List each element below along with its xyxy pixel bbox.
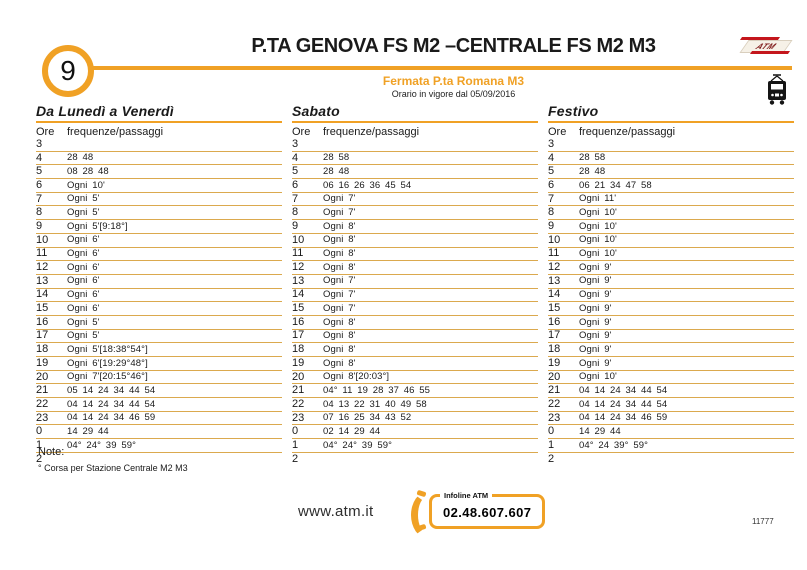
- phone-box: [429, 490, 545, 529]
- frequency-cell: 04° 11 19 28 37 46 55: [323, 384, 430, 396]
- timetable-row: [292, 289, 538, 303]
- frequency-cell: Ogni 6'[19:29°48°]: [67, 357, 148, 369]
- hour-cell: 17: [548, 329, 561, 342]
- timetable-row: [548, 234, 794, 248]
- timetable-row: [292, 193, 538, 207]
- line-number-badge: [42, 45, 94, 97]
- timetable-row: [548, 398, 794, 412]
- timetable-row: [548, 425, 794, 439]
- frequency-cell: Ogni 10': [67, 179, 105, 191]
- hour-cell: 17: [292, 329, 305, 342]
- hour-cell: 9: [292, 219, 299, 232]
- frequency-cell: 02 14 29 44: [323, 426, 381, 438]
- hour-cell: 8: [548, 206, 555, 219]
- hour-cell: 21: [36, 384, 49, 397]
- hour-cell: 10: [548, 233, 561, 246]
- timetable-row: [292, 343, 538, 357]
- hour-cell: 14: [36, 288, 49, 301]
- infoline-phone-number: 02.48.607.607: [443, 504, 532, 520]
- line-number: 9: [60, 55, 76, 86]
- timetable-row: [292, 152, 538, 166]
- timetable-row: [36, 261, 282, 275]
- hour-cell: 16: [36, 315, 49, 328]
- atm-logo: [739, 37, 791, 54]
- header-divider: [90, 66, 792, 70]
- timetable-row: [292, 220, 538, 234]
- frequency-cell: 04 14 24 34 46 59: [579, 412, 668, 424]
- hour-cell: 15: [292, 302, 305, 315]
- hour-cell: 4: [292, 151, 299, 164]
- frequency-cell: 06 16 26 36 45 54: [323, 179, 412, 191]
- frequency-cell: Ogni 9': [579, 330, 612, 342]
- hour-cell: 22: [36, 397, 49, 410]
- hour-cell: 8: [36, 206, 43, 219]
- hour-cell: 6: [548, 178, 555, 191]
- timetable-row: [292, 234, 538, 248]
- timetable-row: [292, 453, 538, 466]
- route-title: P.TA GENOVA FS M2 –CENTRALE FS M2 M3: [251, 35, 656, 57]
- frequency-cell: 05 14 24 34 44 54: [67, 384, 156, 396]
- note-item: ° Corsa per Stazione Centrale M2 M3: [38, 463, 188, 473]
- frequency-cell: Ogni 8': [323, 261, 356, 273]
- timetable-row: [36, 412, 282, 426]
- timetable-row: [548, 357, 794, 371]
- hour-cell: 15: [548, 302, 561, 315]
- timetable-row: [36, 234, 282, 248]
- hour-cell: 17: [36, 329, 49, 342]
- hour-cell: 18: [36, 343, 49, 356]
- hour-cell: 12: [548, 261, 561, 274]
- timetable-row: [548, 316, 794, 330]
- logo-text: ATM: [753, 42, 779, 51]
- sheet-code: 11777: [752, 517, 774, 526]
- timetable-row: [36, 357, 282, 371]
- hour-cell: 5: [548, 165, 555, 178]
- frequency-cell: Ogni 10': [579, 234, 617, 246]
- timetable-row: [548, 302, 794, 316]
- hour-cell: 14: [292, 288, 305, 301]
- timetable-row: [36, 316, 282, 330]
- hours-header: Ore: [292, 126, 311, 138]
- timetable-row: [36, 425, 282, 439]
- timetable-row: [548, 412, 794, 426]
- timetable-row: [548, 371, 794, 385]
- frequency-cell: Ogni 8': [323, 220, 356, 232]
- hour-cell: 22: [548, 397, 561, 410]
- timetable-row: [292, 302, 538, 316]
- frequency-cell: 04° 24° 39 59°: [323, 439, 392, 451]
- timetable-row: [548, 193, 794, 207]
- timetable-row: [292, 179, 538, 193]
- frequency-cell: 04 14 24 34 44 54: [67, 398, 156, 410]
- timetable-body: [548, 138, 794, 466]
- timetable-row: [292, 316, 538, 330]
- hour-cell: 13: [292, 274, 305, 287]
- frequency-cell: 28 48: [67, 152, 94, 164]
- frequency-cell: Ogni 8': [323, 316, 356, 328]
- timetable-row: [36, 398, 282, 412]
- website-url: www.atm.it: [298, 503, 374, 520]
- timetable-row: [36, 152, 282, 166]
- hour-cell: 6: [292, 178, 299, 191]
- hour-cell: 3: [36, 137, 43, 150]
- frequency-cell: 04 14 24 34 46 59: [67, 412, 156, 424]
- hour-cell: 11: [548, 247, 560, 260]
- frequency-cell: 04 14 24 34 44 54: [579, 398, 668, 410]
- frequency-cell: Ogni 7': [323, 193, 356, 205]
- timetable-row: [548, 275, 794, 289]
- frequency-cell: Ogni 5': [67, 193, 100, 205]
- hour-cell: 7: [36, 192, 43, 205]
- column-title: Da Lunedì a Venerdì: [36, 103, 282, 123]
- column-header: [36, 123, 282, 138]
- timetable-body: [292, 138, 538, 466]
- timetable-row: [36, 302, 282, 316]
- frequency-cell: 07 16 25 34 43 52: [323, 412, 412, 424]
- hour-cell: 4: [36, 151, 43, 164]
- hour-cell: 2: [36, 452, 43, 465]
- hour-cell: 14: [548, 288, 561, 301]
- column-title: Sabato: [292, 103, 538, 123]
- stop-name: Fermata P.ta Romana M3: [382, 74, 525, 88]
- timetable-row: [548, 220, 794, 234]
- hour-cell: 2: [292, 452, 299, 465]
- frequency-cell: Ogni 5': [67, 316, 100, 328]
- timetable-row: [292, 165, 538, 179]
- timetable-row: [548, 248, 794, 262]
- timetable-row: [548, 343, 794, 357]
- hour-cell: 20: [292, 370, 305, 383]
- hour-cell: 19: [548, 356, 561, 369]
- hour-cell: 7: [548, 192, 555, 205]
- hour-cell: 6: [36, 178, 43, 191]
- hour-cell: 13: [548, 274, 561, 287]
- infoline-badge: [408, 491, 545, 531]
- frequency-cell: Ogni 6': [67, 289, 100, 301]
- frequency-header: frequenze/passaggi: [579, 126, 676, 138]
- phone-receiver-icon: [408, 491, 428, 531]
- hour-cell: 10: [292, 233, 305, 246]
- timetable-row: [36, 384, 282, 398]
- hour-cell: 23: [36, 411, 49, 424]
- column-title: Festivo: [548, 103, 794, 123]
- frequency-cell: 28 58: [579, 152, 606, 164]
- hour-cell: 15: [36, 302, 49, 315]
- hour-cell: 10: [36, 233, 49, 246]
- frequency-cell: Ogni 7': [323, 207, 356, 219]
- frequency-cell: Ogni 8': [323, 234, 356, 246]
- frequency-cell: Ogni 9': [579, 275, 612, 287]
- hour-cell: 4: [548, 151, 555, 164]
- frequency-cell: Ogni 9': [579, 302, 612, 314]
- frequency-header: frequenze/passaggi: [67, 126, 164, 138]
- logo-stripe-bottom: [750, 51, 790, 54]
- hour-cell: 1: [548, 438, 555, 451]
- hour-cell: 12: [292, 261, 305, 274]
- column-header: [548, 123, 794, 138]
- tram-icon: [764, 72, 790, 106]
- hour-cell: 11: [36, 247, 48, 260]
- timetable-row: [36, 165, 282, 179]
- frequency-cell: Ogni 5'[18:38°54°]: [67, 343, 148, 355]
- frequency-cell: Ogni 9': [579, 289, 612, 301]
- timetable-row: [36, 343, 282, 357]
- timetable-row: [292, 357, 538, 371]
- timetable-row: [36, 289, 282, 303]
- frequency-cell: Ogni 8'[20:03°]: [323, 371, 390, 383]
- timetable-row: [292, 248, 538, 262]
- timetable-row: [36, 371, 282, 385]
- hour-cell: 3: [292, 137, 299, 150]
- timetable-column-weekday: [36, 103, 282, 466]
- frequency-cell: 28 58: [323, 152, 350, 164]
- frequency-cell: 14 29 44: [579, 426, 621, 438]
- hour-cell: 19: [36, 356, 49, 369]
- hour-cell: 16: [548, 315, 561, 328]
- hour-cell: 23: [548, 411, 561, 424]
- frequency-cell: Ogni 6': [67, 261, 100, 273]
- timetable-column-saturday: [292, 103, 538, 466]
- timetable-row: [36, 193, 282, 207]
- frequency-header: frequenze/passaggi: [323, 126, 420, 138]
- hour-cell: 5: [36, 165, 43, 178]
- frequency-cell: Ogni 9': [579, 261, 612, 273]
- frequency-cell: Ogni 6': [67, 234, 100, 246]
- hour-cell: 7: [292, 192, 299, 205]
- frequency-cell: Ogni 7': [323, 302, 356, 314]
- timetable-row: [548, 439, 794, 453]
- timetable-row: [548, 261, 794, 275]
- timetable-row: [548, 384, 794, 398]
- timetable-row: [292, 412, 538, 426]
- hour-cell: 3: [548, 137, 555, 150]
- timetable-row: [548, 179, 794, 193]
- frequency-cell: 04 13 22 31 40 49 58: [323, 398, 427, 410]
- timetable-row: [292, 439, 538, 453]
- frequency-cell: Ogni 8': [323, 357, 356, 369]
- hour-cell: 21: [548, 384, 561, 397]
- hour-cell: 19: [292, 356, 305, 369]
- timetable-row: [36, 220, 282, 234]
- frequency-cell: Ogni 6': [67, 275, 100, 287]
- frequency-cell: Ogni 5': [67, 207, 100, 219]
- frequency-cell: Ogni 7': [323, 289, 356, 301]
- frequency-cell: 14 29 44: [67, 426, 109, 438]
- frequency-cell: Ogni 8': [323, 248, 356, 260]
- hour-cell: 1: [292, 438, 299, 451]
- hour-cell: 8: [292, 206, 299, 219]
- timetable-row: [292, 384, 538, 398]
- frequency-cell: 08 28 48: [67, 165, 109, 177]
- hour-cell: 0: [292, 425, 299, 438]
- timetable-row: [548, 138, 794, 152]
- frequency-cell: Ogni 7': [323, 275, 356, 287]
- hour-cell: 20: [36, 370, 49, 383]
- hour-cell: 0: [36, 425, 43, 438]
- timetable-row: [548, 453, 794, 466]
- hour-cell: 0: [548, 425, 555, 438]
- timetable-body: [36, 138, 282, 466]
- hour-cell: 22: [292, 397, 305, 410]
- frequency-cell: Ogni 8': [323, 330, 356, 342]
- hour-cell: 13: [36, 274, 49, 287]
- frequency-cell: Ogni 10': [579, 371, 617, 383]
- frequency-cell: Ogni 10': [579, 248, 617, 260]
- timetable-row: [36, 179, 282, 193]
- timetable-row: [292, 275, 538, 289]
- infoline-label: Infoline ATM: [440, 491, 492, 500]
- hour-cell: 11: [292, 247, 304, 260]
- frequency-cell: Ogni 11': [579, 193, 617, 205]
- hour-cell: 9: [548, 219, 555, 232]
- hours-header: Ore: [36, 126, 55, 138]
- timetable-row: [36, 248, 282, 262]
- frequency-cell: Ogni 5': [67, 330, 100, 342]
- frequency-cell: 04 14 24 34 44 54: [579, 384, 668, 396]
- hour-cell: 12: [36, 261, 49, 274]
- hour-cell: 21: [292, 384, 305, 397]
- hour-cell: 23: [292, 411, 305, 424]
- hour-cell: 9: [36, 219, 43, 232]
- hour-cell: 1: [36, 438, 43, 451]
- hour-cell: 5: [292, 165, 299, 178]
- hour-cell: 18: [548, 343, 561, 356]
- frequency-cell: Ogni 8': [323, 343, 356, 355]
- timetable-row: [36, 206, 282, 220]
- frequency-cell: 28 48: [579, 165, 606, 177]
- notes-title: Note:: [38, 446, 65, 458]
- timetable-row: [292, 261, 538, 275]
- column-header: [292, 123, 538, 138]
- frequency-cell: Ogni 5'[9:18°]: [67, 220, 128, 232]
- timetable-row: [548, 206, 794, 220]
- frequency-cell: Ogni 10': [579, 207, 617, 219]
- frequency-cell: 04° 24 39° 59°: [579, 439, 648, 451]
- hour-cell: 2: [548, 452, 555, 465]
- validity-date: Orario in vigore dal 05/09/2016: [391, 89, 516, 99]
- timetable-row: [36, 330, 282, 344]
- frequency-cell: Ogni 9': [579, 316, 612, 328]
- frequency-cell: Ogni 9': [579, 343, 612, 355]
- hours-header: Ore: [548, 126, 567, 138]
- timetable-row: [36, 275, 282, 289]
- timetable-row: [36, 439, 282, 453]
- timetable-row: [548, 152, 794, 166]
- frequency-cell: Ogni 10': [579, 220, 617, 232]
- timetable-row: [548, 165, 794, 179]
- frequency-cell: 04° 24° 39 59°: [67, 439, 136, 451]
- timetable-row: [548, 289, 794, 303]
- timetable-row: [292, 398, 538, 412]
- timetable-row: [292, 425, 538, 439]
- frequency-cell: Ogni 7'[20:15°46°]: [67, 371, 148, 383]
- frequency-cell: 28 48: [323, 165, 350, 177]
- timetable-row: [292, 371, 538, 385]
- frequency-cell: 06 21 34 47 58: [579, 179, 652, 191]
- timetable-row: [548, 330, 794, 344]
- timetable-row: [36, 138, 282, 152]
- hour-cell: 18: [292, 343, 305, 356]
- timetable-row: [292, 206, 538, 220]
- frequency-cell: Ogni 6': [67, 248, 100, 260]
- timetable-column-holiday: [548, 103, 794, 466]
- hour-cell: 16: [292, 315, 305, 328]
- timetable-row: [292, 138, 538, 152]
- hour-cell: 20: [548, 370, 561, 383]
- timetable-row: [292, 330, 538, 344]
- frequency-cell: Ogni 9': [579, 357, 612, 369]
- frequency-cell: Ogni 6': [67, 302, 100, 314]
